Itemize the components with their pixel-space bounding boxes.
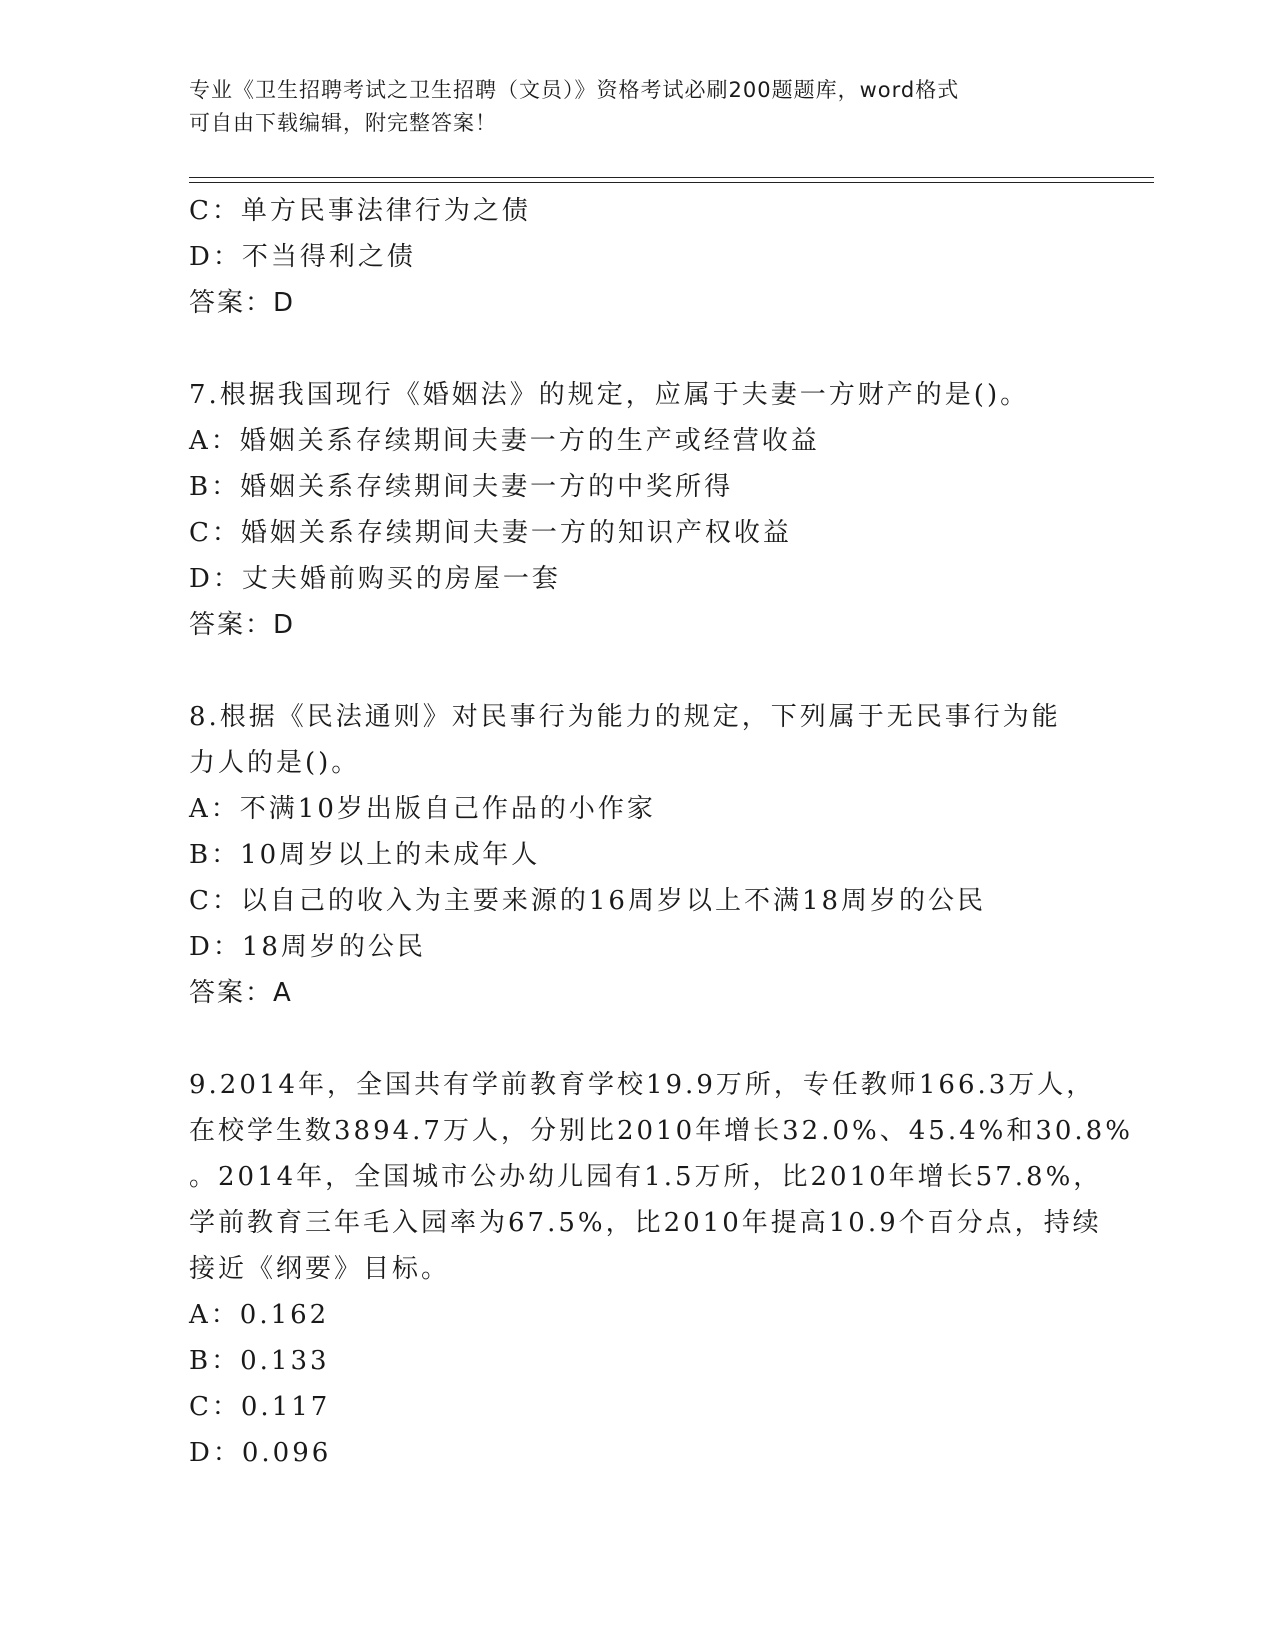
- q8-option-a: A：不满10岁出版自己作品的小作家: [189, 794, 656, 824]
- q8-option-d: D：18周岁的公民: [189, 932, 426, 962]
- prev-answer: 答案：D: [189, 288, 296, 318]
- q7-stem: 7.根据我国现行《婚姻法》的规定，应属于夫妻一方财产的是()。: [189, 380, 1030, 410]
- spacer: [189, 326, 1089, 372]
- header-rule-top: [189, 177, 1154, 178]
- q8-answer: 答案：A: [189, 978, 293, 1008]
- q9-option-d: D：0.096: [189, 1438, 332, 1468]
- q8-option-b: B：10周岁以上的未成年人: [189, 840, 541, 870]
- q7-option-b: B：婚姻关系存续期间夫妻一方的中奖所得: [189, 472, 734, 502]
- q8-stem-line-2: 力人的是()。: [189, 748, 361, 778]
- q9-option-b: B：0.133: [189, 1346, 330, 1376]
- q7-option-d: D：丈夫婚前购买的房屋一套: [189, 564, 561, 594]
- spacer: [189, 648, 1089, 694]
- header-rule-bottom: [189, 182, 1154, 183]
- header-line-1: 专业《卫生招聘考试之卫生招聘（文员）》资格考试必刷200题题库，word格式: [189, 78, 960, 102]
- prev-option-d: D：不当得利之债: [189, 242, 416, 272]
- q9-stem-line-4: 学前教育三年毛入园率为67.5%，比2010年提高10.9个百分点，持续: [189, 1208, 1102, 1238]
- spacer: [189, 1016, 1089, 1062]
- q7-answer: 答案：D: [189, 610, 296, 640]
- document-header: [189, 74, 1089, 140]
- q9-stem-line-3: 。2014年，全国城市公办幼儿园有1.5万所，比2010年增长57.8%，: [189, 1162, 1103, 1192]
- q7-option-c: C：婚姻关系存续期间夫妻一方的知识产权收益: [189, 518, 792, 548]
- q8-stem-line-1: 8.根据《民法通则》对民事行为能力的规定，下列属于无民事行为能: [189, 702, 1061, 732]
- q9-option-c: C：0.117: [189, 1392, 331, 1422]
- q9-stem-line-5: 接近《纲要》目标。: [189, 1254, 451, 1284]
- prev-option-c: C：单方民事法律行为之债: [189, 196, 531, 226]
- q9-option-a: A：0.162: [189, 1300, 330, 1330]
- q9-stem-line-1: 9.2014年，全国共有学前教育学校19.9万所，专任教师166.3万人，: [189, 1070, 1096, 1100]
- q8-option-c: C：以自己的收入为主要来源的16周岁以上不满18周岁的公民: [189, 886, 987, 916]
- q7-option-a: A：婚姻关系存续期间夫妻一方的生产或经营收益: [189, 426, 820, 456]
- header-line-2: 可自由下载编辑，附完整答案！: [189, 111, 497, 135]
- question-content: [189, 188, 1133, 1476]
- q9-stem-line-2: 在校学生数3894.7万人，分别比2010年增长32.0%、45.4%和30.8%: [189, 1116, 1133, 1146]
